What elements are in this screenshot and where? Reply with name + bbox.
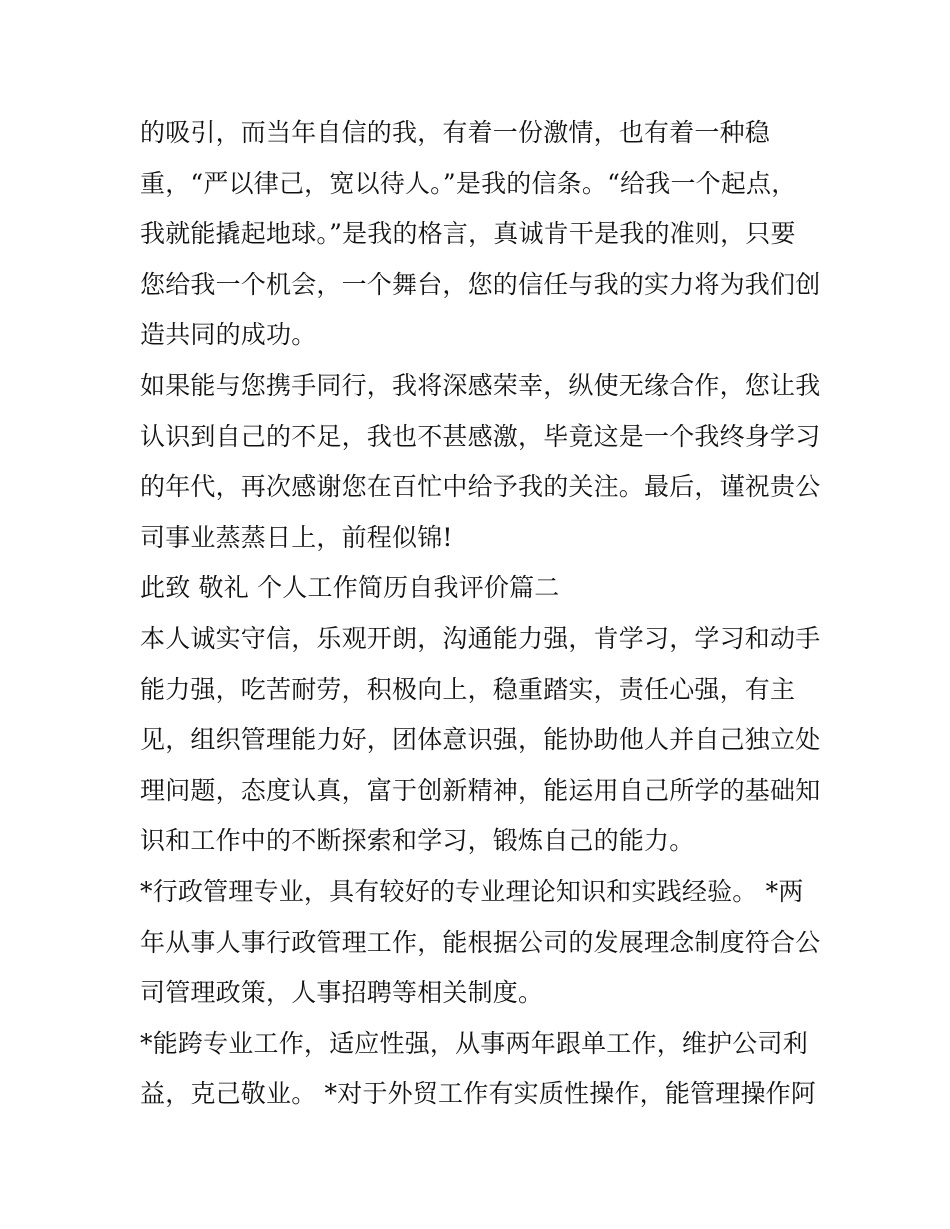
text-line: 见，组织管理能力好，团体意识强，能协助他人并自己独立处	[140, 725, 821, 755]
text-line: 造共同的成功。	[140, 320, 317, 350]
text-line: 益，克己敬业。 *对于外贸工作有实质性操作，能管理操作阿	[140, 1079, 817, 1109]
section-title: 此致 敬礼 个人工作简历自我评价篇二	[140, 573, 560, 603]
text-line: 认识到自己的不足，我也不甚感激，毕竟这是一个我终身学习	[140, 421, 821, 451]
text-line: 年从事人事行政管理工作，能根据公司的发展理念制度符合公	[140, 927, 821, 957]
text-line: 司管理政策，人事招聘等相关制度。	[140, 978, 544, 1008]
text-line: 理问题，态度认真，富于创新精神，能运用自己所学的基础知	[140, 775, 821, 805]
text-line: 本人诚实守信，乐观开朗，沟通能力强，肯学习，学习和动手	[140, 623, 821, 653]
text-line: 司事业蒸蒸日上，前程似锦!	[140, 522, 453, 552]
text-line: 的年代，再次感谢您在百忙中给予我的关注。最后，谨祝贵公	[140, 472, 821, 502]
text-line: 您给我一个机会，一个舞台，您的信任与我的实力将为我们创	[140, 269, 821, 299]
text-line: 能力强，吃苦耐劳，积极向上，稳重踏实，责任心强，有主	[140, 674, 796, 704]
text-line: 重，“严以律己，宽以待人。”是我的信条。“给我一个起点，	[140, 168, 797, 198]
text-line: 我就能撬起地球。”是我的格言，真诚肯干是我的准则，只要	[140, 219, 796, 249]
document-body-text	[140, 108, 820, 1120]
text-line: 如果能与您携手同行，我将深感荣幸，纵使无缘合作，您让我	[140, 370, 821, 400]
text-line: 的吸引，而当年自信的我，有着一份激情，也有着一种稳	[140, 118, 771, 147]
bullet-line: *能跨专业工作，适应性强，从事两年跟单工作，维护公司利	[140, 1028, 808, 1058]
bullet-line: *行政管理专业，具有较好的专业理论知识和实践经验。 *两	[140, 876, 804, 906]
text-line: 识和工作中的不断探索和学习，锻炼自己的能力。	[140, 826, 695, 856]
